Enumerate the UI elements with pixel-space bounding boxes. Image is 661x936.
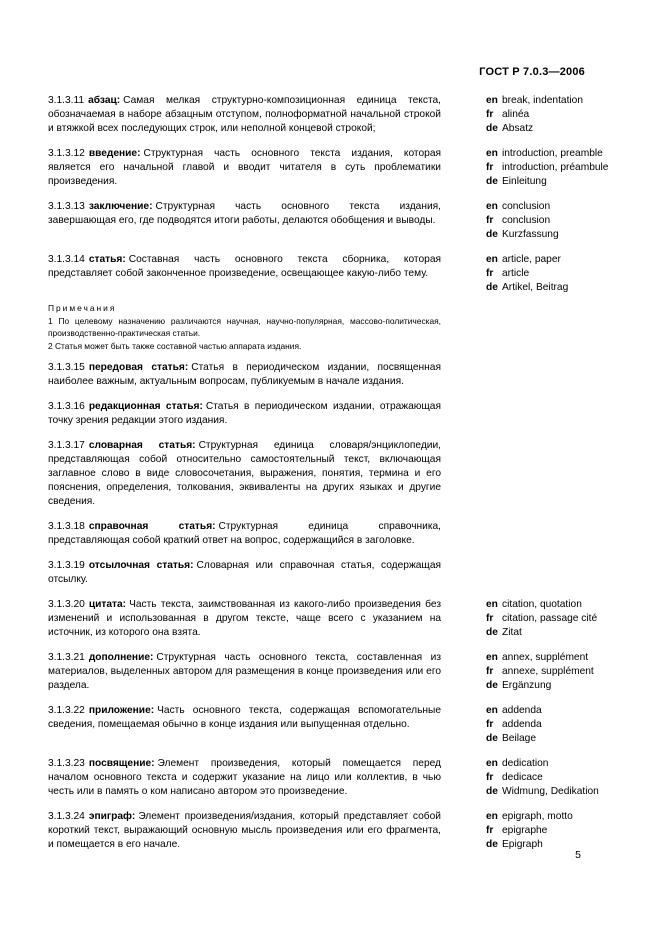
equivalent-row (486, 175, 614, 189)
language-code: en (486, 254, 498, 265)
foreign-equivalents (486, 559, 614, 587)
term-word: словарная статья: (88, 440, 196, 451)
term-word: цитата: (88, 599, 127, 610)
language-code: de (486, 680, 498, 691)
term-definition-block (48, 757, 441, 799)
foreign-equivalents (486, 439, 614, 509)
language-code: fr (486, 613, 494, 624)
equivalent-row (486, 626, 614, 640)
term-entry (48, 598, 614, 640)
term-word: редакционная статья: (88, 401, 203, 412)
term-entry (48, 704, 614, 746)
equivalent-row (486, 824, 614, 838)
term-definition: Словарная или справочная статья, содержащая отсылку. (48, 560, 441, 585)
term-entry (48, 147, 614, 189)
term-definition: Элемент произведения/издания, который представляет собой короткий текст, выражающий основную мысль произведения или его фрагмента, и помещается в его начале. (48, 811, 441, 850)
term-entry (48, 400, 614, 428)
equivalent-term: Zitat (502, 627, 522, 638)
equivalent-row (486, 281, 614, 295)
equivalent-row (486, 200, 614, 214)
equivalent-term: conclusion (502, 215, 551, 226)
note-item-2: 2 Статья может быть также составной частью аппарата издания. (48, 340, 302, 351)
language-code: de (486, 282, 498, 293)
language-code: de (486, 627, 498, 638)
term-definition-block (48, 520, 441, 548)
equivalent-row (486, 214, 614, 228)
equivalent-row (486, 665, 614, 679)
equivalent-term: Ergänzung (502, 680, 552, 691)
notes-block (48, 302, 441, 352)
term-number: 3.1.3.18 (48, 521, 85, 532)
term-word: заключение: (88, 201, 153, 212)
term-word: эпиграф: (88, 811, 136, 822)
language-code: fr (486, 109, 494, 120)
language-code: fr (486, 666, 494, 677)
term-word: абзац: (88, 95, 121, 106)
equivalent-row (486, 161, 614, 175)
language-code: fr (486, 772, 494, 783)
term-word: дополнение: (88, 652, 154, 663)
page-number: 5 (575, 849, 581, 861)
language-code: en (486, 95, 498, 106)
equivalent-term: Widmung, Dedikation (502, 786, 599, 797)
term-word: статья: (88, 254, 126, 265)
equivalent-row (486, 598, 614, 612)
term-word: справочная статья: (88, 521, 216, 532)
equivalent-term: break, indentation (502, 95, 583, 106)
equivalent-term: dedication (502, 758, 549, 769)
term-definition: Составная часть основного текста сборника, которая представляет собой законченное произведение, освещающее какую-либо тему. (48, 254, 441, 279)
language-code: en (486, 705, 498, 716)
term-definition: Структурная часть основного текста, составленная из материалов, выделенных автором для размещения в конце произведения или его раздела. (48, 652, 441, 691)
term-word: отсылочная статья: (88, 560, 194, 571)
language-code: en (486, 201, 498, 212)
equivalent-row (486, 785, 614, 799)
term-number: 3.1.3.12 (48, 148, 85, 159)
foreign-equivalents (486, 704, 614, 746)
foreign-equivalents (486, 520, 614, 548)
equivalent-row (486, 704, 614, 718)
equivalent-row (486, 757, 614, 771)
term-number: 3.1.3.22 (48, 705, 85, 716)
language-code: de (486, 839, 498, 850)
term-number: 3.1.3.20 (48, 599, 85, 610)
term-definition-block (48, 651, 441, 693)
language-code: fr (486, 268, 494, 279)
term-entry (48, 810, 614, 852)
term-definition: Статья в периодическом издании, посвященная наиболее важным, актуальным вопросам, публикуемым в начале издания. (48, 362, 441, 387)
equivalent-row (486, 253, 614, 267)
language-code: de (486, 733, 498, 744)
term-word: посвящение: (88, 758, 155, 769)
equivalent-term: article, paper (502, 254, 561, 265)
language-code: en (486, 148, 498, 159)
term-entry (48, 757, 614, 799)
equivalent-term: Absatz (502, 123, 534, 134)
term-entry (48, 200, 614, 242)
term-definition-block (48, 598, 441, 640)
foreign-equivalents (486, 94, 614, 136)
term-definition: Самая мелкая структурно-композиционная единица текста, обозначаемая в наборе абзацным отступом, полноформатной начальной строкой и втяжкой всех последующих строк, или неполной концевой строкой; (48, 95, 441, 134)
language-code: fr (486, 215, 494, 226)
term-entry (48, 559, 614, 587)
language-code: fr (486, 825, 494, 836)
document-body (48, 94, 614, 863)
equivalent-term: article (502, 268, 530, 279)
language-code: de (486, 229, 498, 240)
equivalent-row (486, 718, 614, 732)
term-definition: Статья в периодическом издании, отражающая точку зрения редакции этого издания. (48, 401, 441, 426)
equivalent-row (486, 267, 614, 281)
language-code: fr (486, 719, 494, 730)
term-definition: Часть основного текста, содержащая вспомогательные сведения, помещаемая обычно в конце издания или выпущенная отдельно. (48, 705, 441, 730)
term-list-primary (48, 94, 614, 295)
term-definition-block (48, 810, 441, 852)
term-definition-block (48, 200, 441, 242)
term-number: 3.1.3.19 (48, 560, 85, 571)
equivalent-term: addenda (502, 705, 542, 716)
language-code: de (486, 123, 498, 134)
term-definition-block (48, 559, 441, 587)
equivalent-row (486, 838, 614, 852)
term-definition: Часть текста, заимствованная из какого-либо произведения без изменений и использованная в другом тексте, чаще всего с указанием на источник, из которого она взята. (48, 599, 441, 638)
language-code: en (486, 758, 498, 769)
term-number: 3.1.3.23 (48, 758, 85, 769)
term-number: 3.1.3.17 (48, 440, 85, 451)
equivalent-term: citation, passage cité (502, 613, 598, 624)
term-definition-block (48, 147, 441, 189)
equivalent-term: Einleitung (502, 176, 547, 187)
equivalent-row (486, 679, 614, 693)
equivalent-term: alinéa (502, 109, 530, 120)
foreign-equivalents (486, 810, 614, 852)
term-definition: Структурная единица справочника, представляющая собой краткий ответ на вопрос, содержащийся в заголовке. (48, 521, 441, 546)
equivalent-term: dedicace (502, 772, 543, 783)
language-code: de (486, 786, 498, 797)
equivalent-term: addenda (502, 719, 542, 730)
note-item-1: 1 По целевому назначению различаются научная, научно-популярная, массово-политическая, производственно-практическая статьи. (48, 315, 441, 338)
term-word: передовая статья: (88, 362, 189, 373)
term-number: 3.1.3.13 (48, 201, 85, 212)
foreign-equivalents (486, 361, 614, 389)
equivalent-row (486, 108, 614, 122)
term-number: 3.1.3.15 (48, 362, 85, 373)
term-definition-block (48, 94, 441, 136)
equivalent-term: conclusion (502, 201, 551, 212)
equivalent-term: Epigraph (502, 839, 543, 850)
foreign-equivalents (486, 757, 614, 799)
term-definition-block (48, 704, 441, 746)
term-entry (48, 94, 614, 136)
foreign-equivalents (486, 400, 614, 428)
term-entry (48, 253, 614, 295)
foreign-equivalents (486, 651, 614, 693)
term-entry (48, 651, 614, 693)
term-entry (48, 439, 614, 509)
term-entry (48, 520, 614, 548)
equivalent-row (486, 732, 614, 746)
language-code: fr (486, 162, 494, 173)
equivalent-term: citation, quotation (502, 599, 582, 610)
language-code: de (486, 176, 498, 187)
equivalent-row (486, 651, 614, 665)
equivalent-row (486, 612, 614, 626)
language-code: en (486, 652, 498, 663)
term-definition-block (48, 400, 441, 428)
equivalent-term: introduction, preamble (502, 148, 603, 159)
language-code: en (486, 811, 498, 822)
term-entry (48, 361, 614, 389)
term-definition-block (48, 253, 441, 295)
term-list-secondary (48, 361, 614, 852)
equivalent-term: Artikel, Beitrag (502, 282, 569, 293)
term-definition: Структурная часть основного текста издания, завершающая его, где подводятся итоги работы, делаются обобщения и выводы. (48, 201, 441, 226)
equivalent-term: epigraphe (502, 825, 548, 836)
term-definition: Структурная единица словаря/энциклопедии, представляющая собой относительно самостоятельный текст, включающая заглавное слово в виде словосочетания, выражения, понятия, термина и его пояснения, определения, толкования, эквиваленты на других языках и другие сведения. (48, 440, 441, 507)
equivalent-term: Kurzfassung (502, 229, 559, 240)
term-definition-block (48, 361, 441, 389)
equivalent-row (486, 122, 614, 136)
term-definition: Структурная часть основного текста издания, которая является его начальной главой и вводит читателя в суть проблематики произведения. (48, 148, 441, 187)
term-word: приложение: (88, 705, 155, 716)
foreign-equivalents (486, 200, 614, 242)
foreign-equivalents (486, 253, 614, 295)
term-number: 3.1.3.24 (48, 811, 85, 822)
equivalent-row (486, 147, 614, 161)
term-number: 3.1.3.21 (48, 652, 85, 663)
equivalent-row (486, 228, 614, 242)
term-definition-block (48, 439, 441, 509)
term-word: введение: (88, 148, 141, 159)
equivalent-row (486, 810, 614, 824)
equivalent-term: epigraph, motto (502, 811, 573, 822)
term-number: 3.1.3.16 (48, 401, 85, 412)
foreign-equivalents (486, 147, 614, 189)
equivalent-term: annex, supplément (502, 652, 589, 663)
equivalent-row (486, 771, 614, 785)
term-definition: Элемент произведения, который помещается перед началом основного текста и содержит указание на лицо или коллектив, в чью честь или в память о ком написано автором это произведение. (48, 758, 441, 797)
equivalent-term: annexe, supplément (502, 666, 594, 677)
document-header-standard: ГОСТ Р 7.0.3—2006 (479, 66, 585, 78)
notes-title: Примечания (48, 303, 117, 313)
term-number: 3.1.3.11 (48, 95, 85, 106)
language-code: en (486, 599, 498, 610)
foreign-equivalents (486, 598, 614, 640)
term-number: 3.1.3.14 (48, 254, 85, 265)
equivalent-row (486, 94, 614, 108)
equivalent-term: introduction, préambule (502, 162, 609, 173)
equivalent-term: Beilage (502, 733, 536, 744)
